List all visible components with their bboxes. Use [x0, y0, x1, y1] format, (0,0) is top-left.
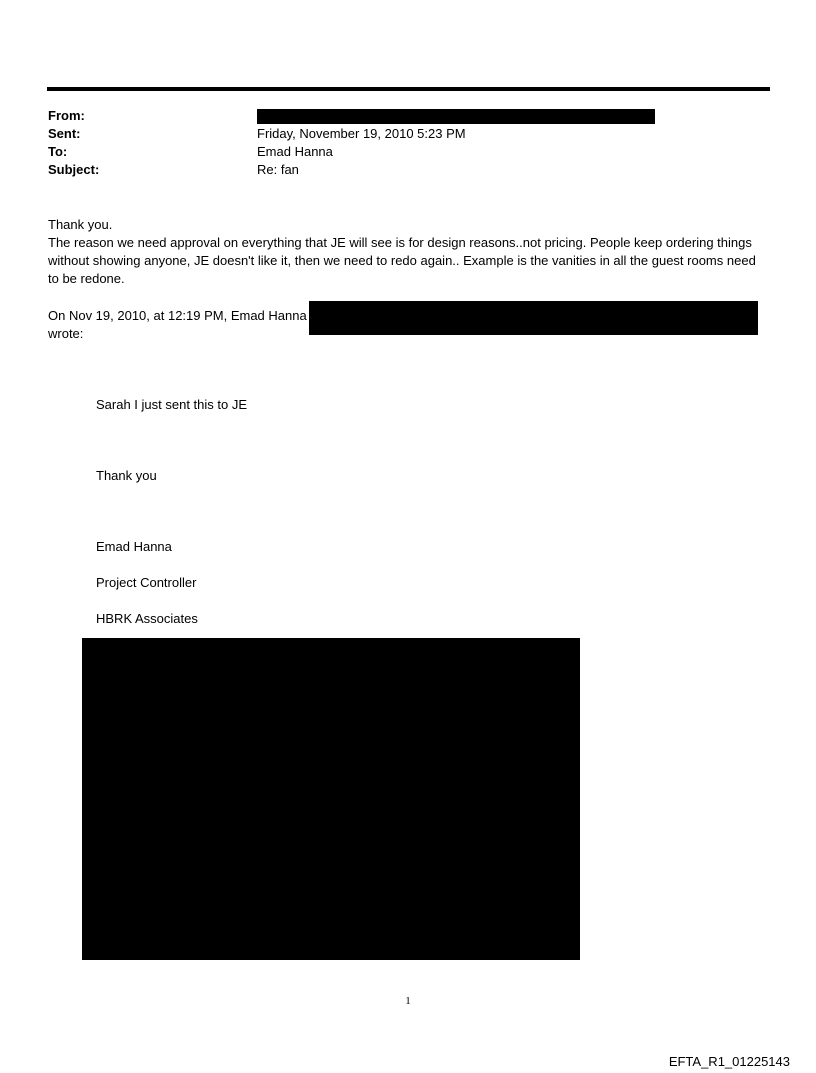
to-label: To: [48, 144, 68, 159]
greeting: Thank you. [48, 217, 113, 232]
redacted-sender [257, 109, 655, 124]
signature-company: HBRK Associates [96, 611, 198, 626]
subject-value: Re: fan [257, 162, 299, 177]
signature-name: Emad Hanna [96, 539, 172, 554]
subject-label: Subject: [48, 162, 100, 177]
message-paragraph: The reason we need approval on everything that JE will see is for design reasons..not pricing. People keep ordering things without showing anyone, JE doesn't like it, then we need to redo again.. Example is the vanities in all the guest rooms need to be redone. [48, 235, 756, 286]
sent-label: Sent: [48, 126, 81, 141]
redacted-block [82, 638, 580, 960]
quoted-thanks: Thank you [96, 468, 157, 483]
reply-attribution: On Nov 19, 2010, at 12:19 PM, Emad Hanna [48, 308, 307, 323]
quoted-line: Sarah I just sent this to JE [96, 397, 248, 412]
signature-title: Project Controller [96, 575, 197, 590]
to-value: Emad Hanna [257, 144, 333, 159]
reply-wrote: wrote: [48, 326, 84, 341]
header-rule [47, 87, 770, 91]
sent-value: Friday, November 19, 2010 5:23 PM [257, 126, 466, 141]
from-label: From: [48, 108, 85, 123]
page-number: 1 [405, 995, 411, 1007]
document-id: EFTA_R1_01225143 [668, 1054, 790, 1069]
